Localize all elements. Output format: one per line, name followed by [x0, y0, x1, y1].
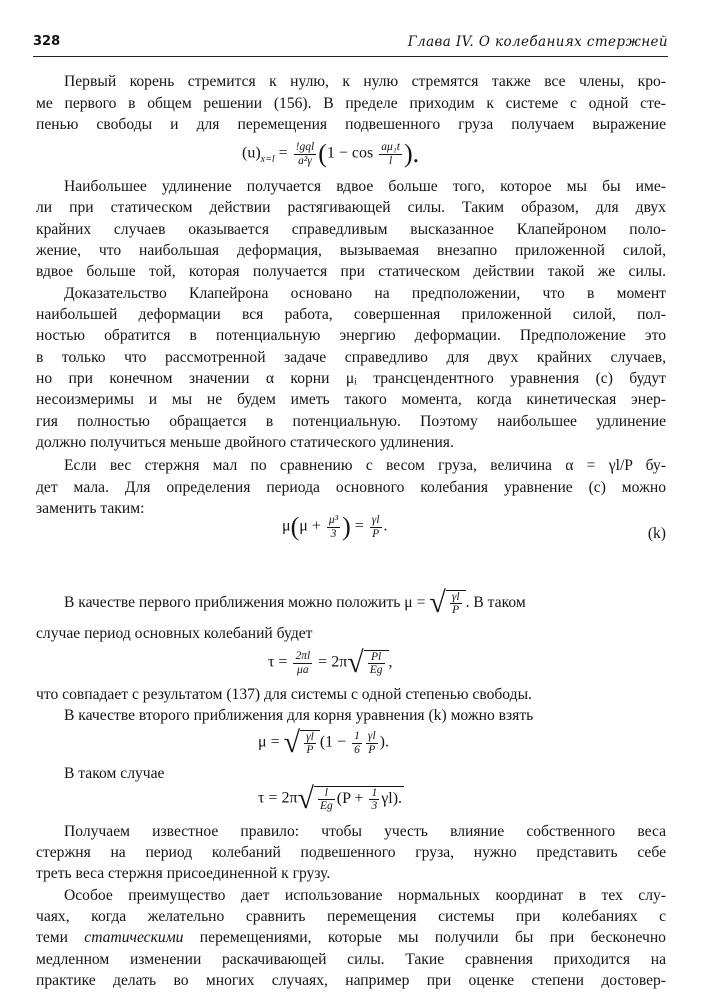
text-line: чаях, когда желательно сравнить перемещения системы при колебаниях с — [36, 908, 666, 925]
equation-displacement: $(u)_{x=l}$ = $\frac{\text{!gql}}{\text{a²γ}}$ (1 − cos $\frac{\text{aμ₁t}}{l}$ ). — [242, 139, 420, 168]
equation-tau-second: τ = 2π√ $\frac{l}{Eg}$ (P + $\frac{1}{3}$ γl). — [258, 782, 403, 815]
text-line: случае период основных колебаний будет — [36, 625, 313, 642]
text-line: Получаем известное правило: чтобы учесть влияние собственного веса — [64, 823, 666, 840]
text-line: стержня на период колебаний подвешенного груза, нужно представить себе — [36, 844, 666, 861]
text-line: гия полностью обращается в потенциальную. Поэтому наибольшее удлинение — [36, 413, 666, 430]
text-line: В таком случае — [64, 765, 165, 782]
text-line: что совпадает с результатом (137) для системы с одной степенью свободы. — [36, 686, 532, 703]
text-line: ностью обратится в потенциальную энергию деформации. Предположение это — [36, 327, 666, 344]
running-title: Глава IV. О колебаниях стержней — [407, 34, 668, 50]
text-line: медленном изменении раскачивающей силы. Такие сравнения приходится на — [36, 951, 666, 968]
text-line: ли при статическом действии растягивающей силы. Таким образом, для двух — [36, 199, 666, 216]
text-line: должно получиться меньше двойного статического удлинения. — [36, 434, 454, 451]
text-line: Первый корень стремится к нулю, к нулю стремятся также все члены, кро- — [64, 73, 666, 90]
equation-tau-first: τ = $\frac{2\pi l}{\mu a}$ = 2π√ $\frac{Pl}{Eg}$ , — [268, 646, 393, 679]
text-line: вдвое больше той, которая получается при статическом действии такой же силы. — [36, 263, 666, 280]
page-number: 328 — [33, 34, 61, 49]
text-line: крайних случаев оказывается справедливым высказанное Клапейроном поло- — [36, 221, 666, 238]
text-line: пенью свободы и для перемещения подвешенного груза получаем выражение — [36, 116, 666, 133]
page-header — [33, 34, 668, 56]
equation-mu-second: μ = √ $\frac{\gamma l}{P}$ (1 − $\frac{1}{6}$ $\frac{\gamma l}{P}$ ). — [258, 726, 389, 759]
equation-k: μ(μ + $\frac{\text{μ³}}{3}$ ) = $\frac{\gamma l}{P}$ . — [282, 512, 388, 541]
equation-label-k: (k) — [647, 525, 666, 542]
text-line: В качестве второго приближения для корня уравнения (k) можно взять — [64, 707, 534, 724]
text-line: дет мала. Для определения периода основного колебания уравнение (c) можно — [36, 479, 666, 496]
text-line: практике делать во многих случаях, например при оценке степени достовер- — [36, 972, 666, 989]
text-line: заменить таким: — [36, 500, 145, 517]
text-line: Если вес стержня мал по сравнению с весом груза, величина α = γl/P бу- — [64, 457, 666, 474]
text-line: Наибольшее удлинение получается вдвое больше того, которое мы бы име- — [64, 178, 666, 195]
header-rule — [33, 56, 668, 57]
text-line: Доказательство Клапейрона основано на предположении, что в момент — [64, 285, 666, 302]
text-line: жение, что наибольшая деформация, вызываемая внезапно приложенной силой, — [36, 242, 666, 259]
text-line: треть веса стержня присоединенной к грузу. — [36, 865, 331, 882]
text-line: в только что рассмотренной задаче справедливо для двух крайних случаев, — [36, 349, 666, 366]
text-line-first-approx: В качестве первого приближения можно положить μ = √ $\frac{\gamma l}{P}$ . В таком — [64, 586, 526, 619]
text-line: несоизмеримы и мы не будем иметь такого момента, когда кинетическая энер- — [36, 391, 666, 408]
text-line: Особое преимущество дает использование нормальных координат в тех слу- — [64, 887, 666, 904]
text-line: но при конечном значении α корни μᵢ трансцендентного уравнения (c) будут — [36, 370, 666, 387]
text-line: наибольшей деформации вся работа, совершенная приложенной силой, пол- — [36, 306, 666, 323]
text-line-static: теми статическими перемещениями, которые мы получили бы при бесконечно — [36, 929, 666, 946]
text-line: ме первого в общем решении (156). В пределе приходим к системе с одной сте- — [36, 95, 666, 112]
